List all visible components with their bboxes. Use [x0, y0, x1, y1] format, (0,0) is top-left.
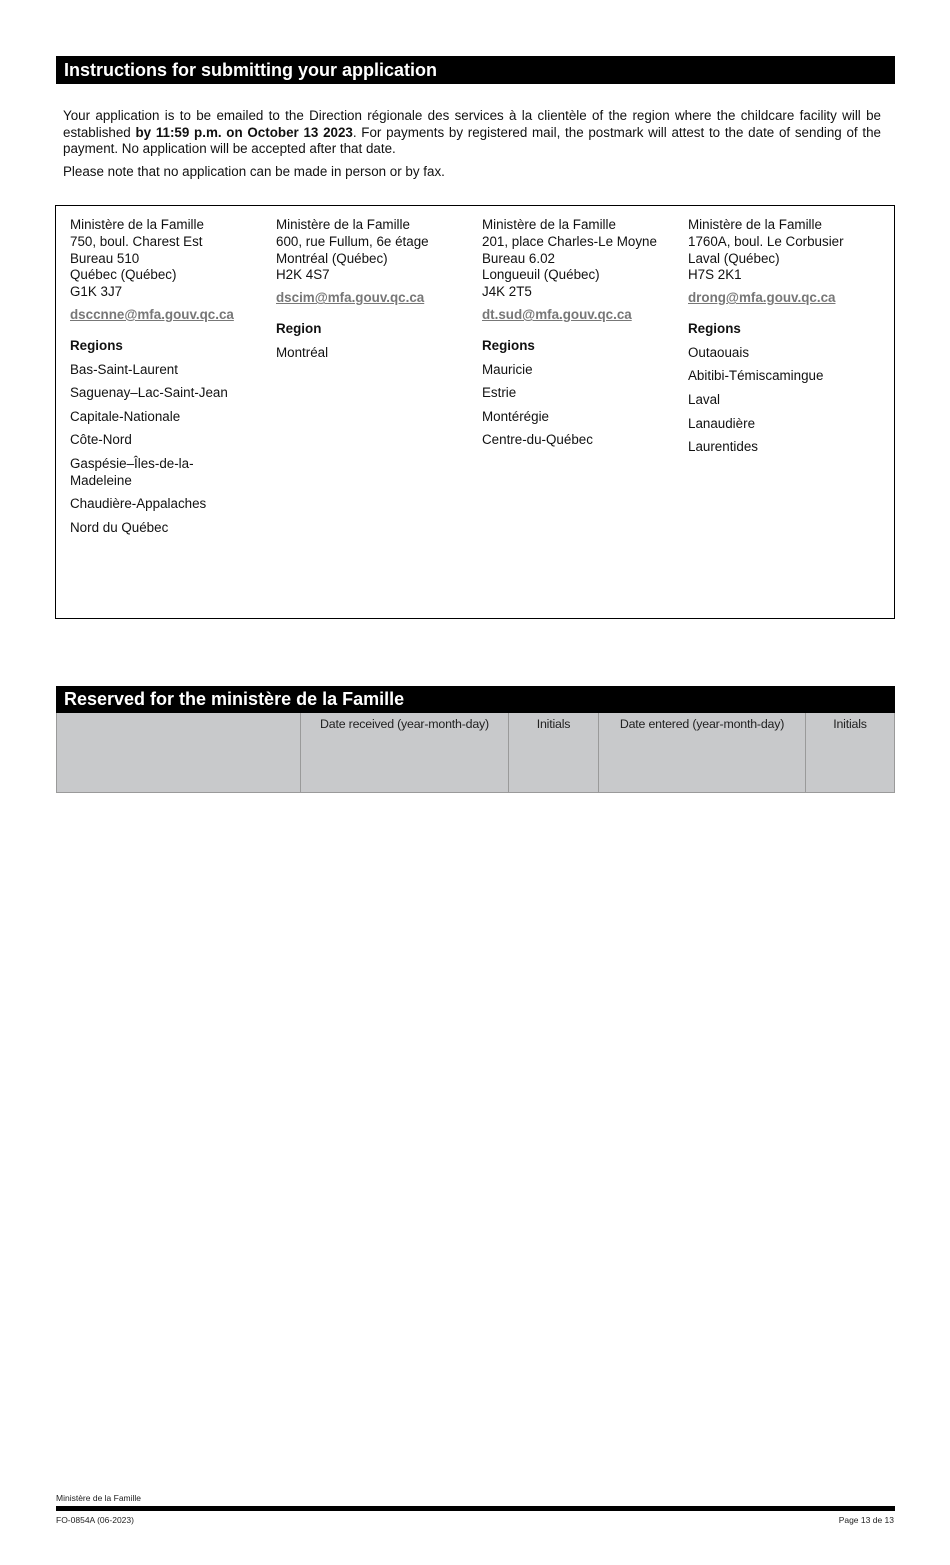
para1-start: Your application is to be emailed to the Direction régionale des services à la clientèle of the region where the childcare facility will be established	[63, 108, 881, 140]
initials-received-field[interactable]: Initials	[508, 713, 598, 792]
address-line: Montréal (Québec)	[276, 250, 388, 266]
footer-organization: Ministère de la Famille	[56, 1493, 142, 1503]
office-longueuil	[482, 217, 682, 456]
footer-divider	[56, 1506, 895, 1511]
reserved-table	[56, 713, 895, 793]
regions-list	[482, 362, 682, 450]
address-line: Bureau 6.02	[482, 250, 555, 266]
region-item: Abitibi-Témiscamingue	[688, 368, 824, 384]
reserved-heading	[56, 686, 895, 713]
address-line: 600, rue Fullum, 6e étage	[276, 233, 429, 249]
office-laval	[688, 217, 888, 463]
region-item: Mauricie	[482, 361, 533, 377]
date-received-field[interactable]: Date received (year-month-day)	[300, 713, 508, 792]
instructions-heading	[56, 56, 895, 84]
address-line: J4K 2T5	[482, 284, 532, 300]
region-item: Outaouais	[688, 344, 750, 360]
address-line: Québec (Québec)	[70, 267, 177, 283]
reserved-title: Reserved for the ministère de la Famille	[64, 689, 405, 709]
office-email-link[interactable]: drong@mfa.gouv.qc.ca	[688, 290, 836, 306]
office-quebec	[70, 217, 255, 544]
office-email-link[interactable]: dscim@mfa.gouv.qc.ca	[276, 290, 425, 306]
para1-end: . For payments by registered mail, the postmark will attest to the date of sending of the payment. No application will be accepted after that date.	[63, 124, 881, 156]
regions-heading: Region	[276, 320, 322, 336]
region-item: Estrie	[482, 385, 517, 401]
regions-heading: Regions	[688, 320, 741, 336]
region-item: Capitale-Nationale	[70, 408, 181, 424]
address-line: Ministère de la Famille	[70, 217, 204, 232]
submission-instructions-paragraph	[63, 108, 881, 158]
address-line: 1760A, boul. Le Corbusier	[688, 233, 844, 249]
address-line: H7S 2K1	[688, 267, 742, 283]
regions-list	[70, 362, 255, 537]
address-line: 750, boul. Charest Est	[70, 233, 203, 249]
region-item: Centre-du-Québec	[482, 432, 593, 448]
region-item: Montérégie	[482, 408, 549, 424]
region-item: Laval	[688, 391, 721, 407]
region-item: Chaudière-Appalaches	[70, 496, 207, 512]
address-line: H2K 4S7	[276, 267, 330, 283]
region-item: Saguenay–Lac-Saint-Jean	[70, 385, 228, 401]
address-line: Ministère de la Famille	[688, 217, 822, 232]
region-item: Côte-Nord	[70, 432, 132, 448]
instructions-title: Instructions for submitting your application	[64, 59, 438, 80]
regions-heading: Regions	[482, 337, 535, 353]
no-in-person-note: Please note that no application can be made in person or by fax.	[63, 164, 445, 179]
regional-offices-box	[55, 205, 895, 619]
region-item: Montréal	[276, 344, 329, 360]
reserved-blank-cell	[57, 713, 300, 792]
form-code: FO-0854A (06-2023)	[56, 1515, 134, 1525]
initials-entered-field[interactable]: Initials	[805, 713, 894, 792]
office-address	[688, 217, 888, 284]
region-item: Gaspésie–Îles-de-la-Madeleine	[70, 455, 194, 488]
office-address	[482, 217, 682, 301]
office-email-link[interactable]: dsccnne@mfa.gouv.qc.ca	[70, 306, 234, 322]
office-email-link[interactable]: dt.sud@mfa.gouv.qc.ca	[482, 306, 632, 322]
address-line: Laval (Québec)	[688, 250, 780, 266]
region-item: Bas-Saint-Laurent	[70, 361, 178, 377]
deadline-text: by 11:59 p.m. on October 13 2023	[135, 124, 353, 140]
region-item: Laurentides	[688, 439, 758, 455]
date-entered-field[interactable]: Date entered (year-month-day)	[598, 713, 805, 792]
address-line: Ministère de la Famille	[276, 217, 410, 232]
office-montreal	[276, 217, 476, 368]
regions-heading: Regions	[70, 337, 123, 353]
address-line: G1K 3J7	[70, 284, 123, 300]
address-line: 201, place Charles-Le Moyne	[482, 233, 657, 249]
region-item: Nord du Québec	[70, 519, 169, 535]
region-item: Lanaudière	[688, 415, 756, 431]
address-line: Ministère de la Famille	[482, 217, 616, 232]
address-line: Longueuil (Québec)	[482, 267, 600, 283]
address-line: Bureau 510	[70, 250, 140, 266]
page-number: Page 13 de 13	[838, 1515, 894, 1525]
regions-list	[688, 345, 888, 456]
office-address	[276, 217, 476, 284]
regions-list	[276, 345, 476, 362]
office-address	[70, 217, 255, 301]
